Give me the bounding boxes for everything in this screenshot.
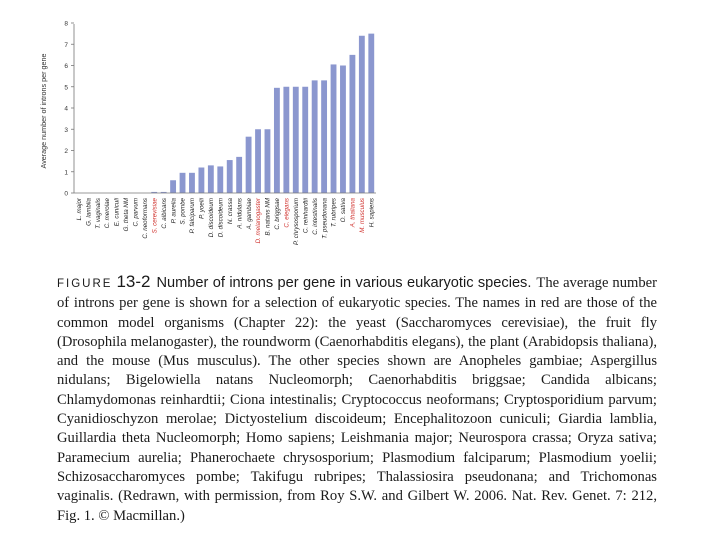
x-tick-label: O. sativa (340, 198, 348, 223)
y-tick-label: 0 (64, 190, 68, 198)
y-tick-label: 7 (64, 41, 68, 49)
x-tick-label: A. gambiae (245, 198, 253, 230)
figure-number: 13-2 (116, 272, 151, 291)
y-tick-label: 2 (64, 148, 68, 155)
x-tick-label: C. briggsae (274, 198, 282, 230)
bar (189, 173, 195, 193)
x-tick-label: D. discoideum (208, 198, 216, 238)
bar (255, 129, 261, 193)
x-tick-label: C. reinhardtii (302, 198, 310, 234)
y-tick-label: 6 (64, 63, 68, 70)
x-tick-label: H. sapiens (368, 198, 376, 228)
x-tick-label: D. discoideum (217, 198, 225, 238)
x-tick-label: L. major (75, 198, 83, 221)
y-tick-label: 3 (64, 126, 68, 134)
x-tick-label: P. falciparum (189, 198, 197, 234)
x-tick-label: C. neoformans (141, 198, 149, 239)
bar (312, 80, 318, 193)
x-tick-label: A. thaliana (349, 198, 357, 228)
x-tick-label: P. chrysosporium (292, 198, 300, 245)
bar (368, 34, 374, 193)
bar (283, 87, 289, 193)
x-tick-label: G. lamblia (85, 198, 93, 226)
y-tick-label: 1 (64, 169, 68, 177)
x-tick-label: E. cuniculi (113, 198, 121, 227)
caption-body: The average number of introns per gene is shown for a selection of eukaryotic species. The names in red are those of the common model organisms (Chapter 22): the yeast (Saccharomyces cerevisiae), the fruit fly (Drosophila melanogaster), the roundworm (Caenorhabditis elegans), the plant (Arabidopsis thaliana), and the mouse (Mus musculus). The other species shown are Anopheles gambiae; Aspergillus nidulans; Bigelowiella natans Nucleomorph; Caenorhabditis briggsae; Candida albicans; Chlamydomonas reinhardtii; Ciona intestinalis; Cryptococcus neoformans; Cryptosporidium parvum; Cyanidioschyzon merolae; Dictyostelium discoideum; Encephalitozoon cuniculi; Giardia lamblia, Guillardia theta Nucleomorph; Homo sapiens; Leishmania major; Neurospora crassa; Oryza sativa; Paramecium aurelia; Phanerochaete chrysosporium; Plasmodium falciparum; Plasmodium yoelii; Schizosaccharomyces pombe; Takifugu rubripes; Thalassiosira pseudonana; and Trichomonas vaginalis. (Redrawn, with permission, from Roy S.W. and Gilbert W. 2006. Nat. Rev. Genet. 7: 212, Fig. 1. © Macmillan.) (57, 275, 658, 524)
x-tick-label: G. theta NM (123, 198, 131, 232)
x-tick-label: T. rubripes (330, 198, 338, 228)
bar (349, 55, 355, 193)
figure-caption (57, 272, 657, 526)
bar (340, 66, 346, 194)
bar (321, 80, 327, 193)
bar (208, 165, 214, 193)
x-tick-label: T. vaginalis (94, 198, 102, 229)
y-axis-title: Average number of introns per gene (39, 53, 48, 169)
x-tick-label: B. natans NM (264, 198, 272, 236)
x-tick-label: A. nidulans (236, 198, 244, 229)
x-tick-label: C. parvum (132, 198, 140, 227)
x-tick-label: S. pombe (179, 198, 187, 225)
bar (274, 88, 280, 193)
x-tick-label: P. yoelii (198, 198, 206, 219)
x-tick-label: N. crassa (226, 198, 234, 225)
figure-label: FIGURE (57, 278, 113, 290)
x-tick-label: P. aurelia (170, 198, 178, 224)
x-tick-label: T. pseudonana (321, 198, 329, 239)
bar (170, 180, 176, 193)
intron-bar-chart (30, 8, 390, 258)
bar (265, 129, 271, 193)
y-tick-label: 4 (64, 105, 68, 113)
x-tick-label: C. albicans (160, 198, 168, 229)
bar (293, 87, 299, 193)
bar (198, 168, 204, 194)
bar (217, 166, 223, 193)
y-tick-label: 8 (64, 20, 68, 28)
bar (331, 64, 337, 193)
bar (246, 137, 252, 193)
bar (302, 87, 308, 193)
x-tick-label: S. cerevisiae (151, 198, 159, 234)
x-tick-label: C. elegans (283, 198, 291, 228)
x-tick-label: C. intestinalis (311, 198, 319, 235)
figure-title: Number of introns per gene in various eukaryotic species. (156, 275, 532, 291)
x-tick-label: D. melanogaster (255, 198, 263, 244)
bar (227, 160, 233, 193)
x-tick-label: C. merolae (104, 198, 112, 229)
bar (236, 157, 242, 193)
bar (359, 36, 365, 193)
y-tick-label: 5 (64, 84, 68, 92)
x-tick-label: M. musculus (359, 198, 367, 233)
bar (180, 173, 186, 193)
